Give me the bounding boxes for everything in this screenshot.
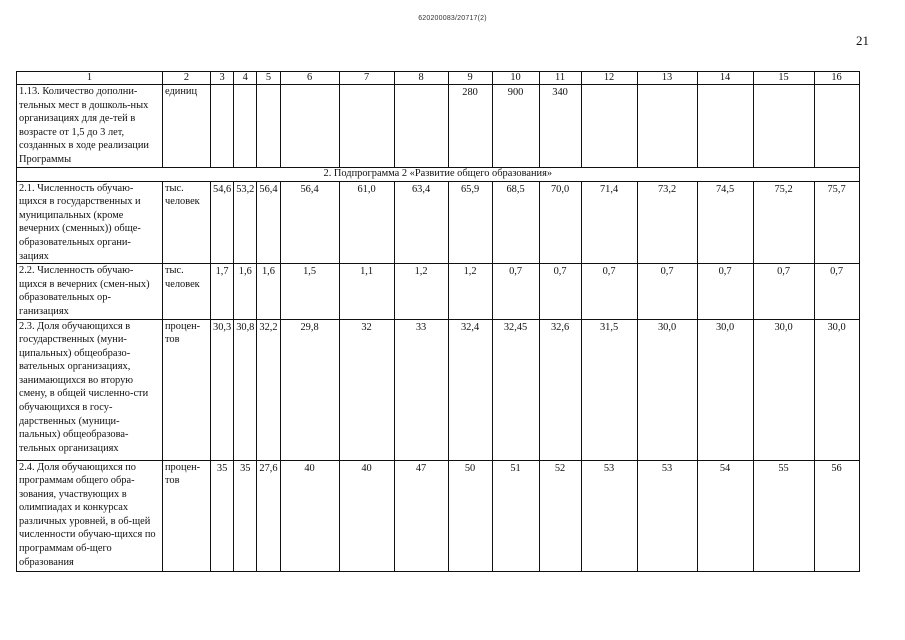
page-number: 21	[856, 33, 869, 48]
header-cell: 8	[394, 72, 448, 85]
value-cell: 1,6	[257, 264, 280, 319]
header-cell: 13	[637, 72, 697, 85]
value-cell: 75,7	[814, 181, 859, 264]
header-cell: 4	[234, 72, 257, 85]
subprogram-row	[17, 167, 860, 181]
value-cell: 31,5	[581, 319, 637, 460]
value-cell: 73,2	[637, 181, 697, 264]
value-cell: 70,0	[539, 181, 581, 264]
subprogram-title: 2. Подпрограмма 2 «Развитие общего образования»	[17, 167, 860, 181]
value-cell: 54,6	[211, 181, 234, 264]
value-cell	[257, 85, 280, 168]
value-cell: 35	[211, 460, 234, 571]
value-cell: 0,7	[697, 264, 753, 319]
value-cell: 32	[339, 319, 394, 460]
value-cell: 55	[753, 460, 814, 571]
value-cell: 75,2	[753, 181, 814, 264]
value-cell: 53	[637, 460, 697, 571]
table-row	[17, 460, 860, 571]
value-cell: 1,6	[234, 264, 257, 319]
value-cell: 0,7	[539, 264, 581, 319]
value-cell: 54	[697, 460, 753, 571]
value-cell: 74,5	[697, 181, 753, 264]
value-cell: 0,7	[637, 264, 697, 319]
value-cell: 32,45	[492, 319, 539, 460]
unit-cell: единиц	[163, 85, 211, 168]
unit-cell: тыс. человек	[163, 181, 211, 264]
header-cell: 2	[163, 72, 211, 85]
value-cell: 1,5	[280, 264, 339, 319]
value-cell: 33	[394, 319, 448, 460]
value-cell: 47	[394, 460, 448, 571]
value-cell: 30,0	[814, 319, 859, 460]
header-cell: 11	[539, 72, 581, 85]
value-cell: 51	[492, 460, 539, 571]
indicator-name: 2.4. Доля обучающихся по программам общего обра-зования, участвующих в олимпиадах и конкурсах различных уровней, в об-щей численности обучаю-щихся по программам об-щего образования	[17, 460, 163, 571]
header-cell: 14	[697, 72, 753, 85]
value-cell	[339, 85, 394, 168]
header-cell: 7	[339, 72, 394, 85]
header-cell: 15	[753, 72, 814, 85]
value-cell: 280	[448, 85, 492, 168]
value-cell	[814, 85, 859, 168]
indicator-name: 1.13. Количество дополни-тельных мест в дошколь-ных организациях для де-тей в возрасте от 1,5 до 3 лет, созданных в ходе реализации Программы	[17, 85, 163, 168]
value-cell: 63,4	[394, 181, 448, 264]
value-cell: 32,2	[257, 319, 280, 460]
value-cell: 53	[581, 460, 637, 571]
value-cell: 56,4	[280, 181, 339, 264]
value-cell: 32,4	[448, 319, 492, 460]
value-cell: 0,7	[753, 264, 814, 319]
header-cell: 12	[581, 72, 637, 85]
header-cell: 1	[17, 72, 163, 85]
value-cell: 340	[539, 85, 581, 168]
header-cell: 5	[257, 72, 280, 85]
value-cell	[753, 85, 814, 168]
table-row	[17, 319, 860, 460]
unit-cell: процен-тов	[163, 319, 211, 460]
value-cell: 30,0	[753, 319, 814, 460]
indicators-table	[16, 71, 860, 572]
value-cell: 0,7	[814, 264, 859, 319]
value-cell: 30,0	[697, 319, 753, 460]
indicator-name: 2.3. Доля обучающихся в государственных (муни-ципальных) общеобразо-вательных организациях, занимающихся во вторую смену, в общей численно-сти обучающихся в госу-дарственных (муници-пальных) общеобразова-тельных организациях	[17, 319, 163, 460]
value-cell	[394, 85, 448, 168]
value-cell	[280, 85, 339, 168]
value-cell: 68,5	[492, 181, 539, 264]
value-cell: 35	[234, 460, 257, 571]
unit-cell: тыс. человек	[163, 264, 211, 319]
table-row	[17, 264, 860, 319]
value-cell: 65,9	[448, 181, 492, 264]
value-cell: 1,7	[211, 264, 234, 319]
header-cell: 9	[448, 72, 492, 85]
value-cell	[211, 85, 234, 168]
value-cell: 1,1	[339, 264, 394, 319]
value-cell: 50	[448, 460, 492, 571]
indicator-name: 2.2. Численность обучаю-щихся в вечерних (смен-ных) образовательных ор-ганизациях	[17, 264, 163, 319]
header-row	[17, 72, 860, 85]
header-cell: 3	[211, 72, 234, 85]
value-cell: 61,0	[339, 181, 394, 264]
header-cell: 16	[814, 72, 859, 85]
value-cell	[637, 85, 697, 168]
value-cell	[697, 85, 753, 168]
value-cell	[581, 85, 637, 168]
unit-cell: процен-тов	[163, 460, 211, 571]
value-cell: 40	[280, 460, 339, 571]
value-cell: 30,3	[211, 319, 234, 460]
header-cell: 10	[492, 72, 539, 85]
table-row	[17, 181, 860, 264]
value-cell: 0,7	[581, 264, 637, 319]
value-cell: 71,4	[581, 181, 637, 264]
value-cell: 32,6	[539, 319, 581, 460]
value-cell: 52	[539, 460, 581, 571]
header-cell: 6	[280, 72, 339, 85]
value-cell: 40	[339, 460, 394, 571]
indicator-name: 2.1. Численность обучаю-щихся в государственных и муниципальных (кроме вечерних (сменных)) обще-образовательных органи-зациях	[17, 181, 163, 264]
value-cell	[234, 85, 257, 168]
value-cell: 30,8	[234, 319, 257, 460]
value-cell: 56,4	[257, 181, 280, 264]
value-cell: 53,2	[234, 181, 257, 264]
value-cell: 1,2	[448, 264, 492, 319]
value-cell: 30,0	[637, 319, 697, 460]
value-cell: 0,7	[492, 264, 539, 319]
document-id: 620200083/20717(2)	[418, 15, 487, 22]
table-row	[17, 85, 860, 168]
value-cell: 900	[492, 85, 539, 168]
value-cell: 29,8	[280, 319, 339, 460]
value-cell: 56	[814, 460, 859, 571]
value-cell: 27,6	[257, 460, 280, 571]
value-cell: 1,2	[394, 264, 448, 319]
